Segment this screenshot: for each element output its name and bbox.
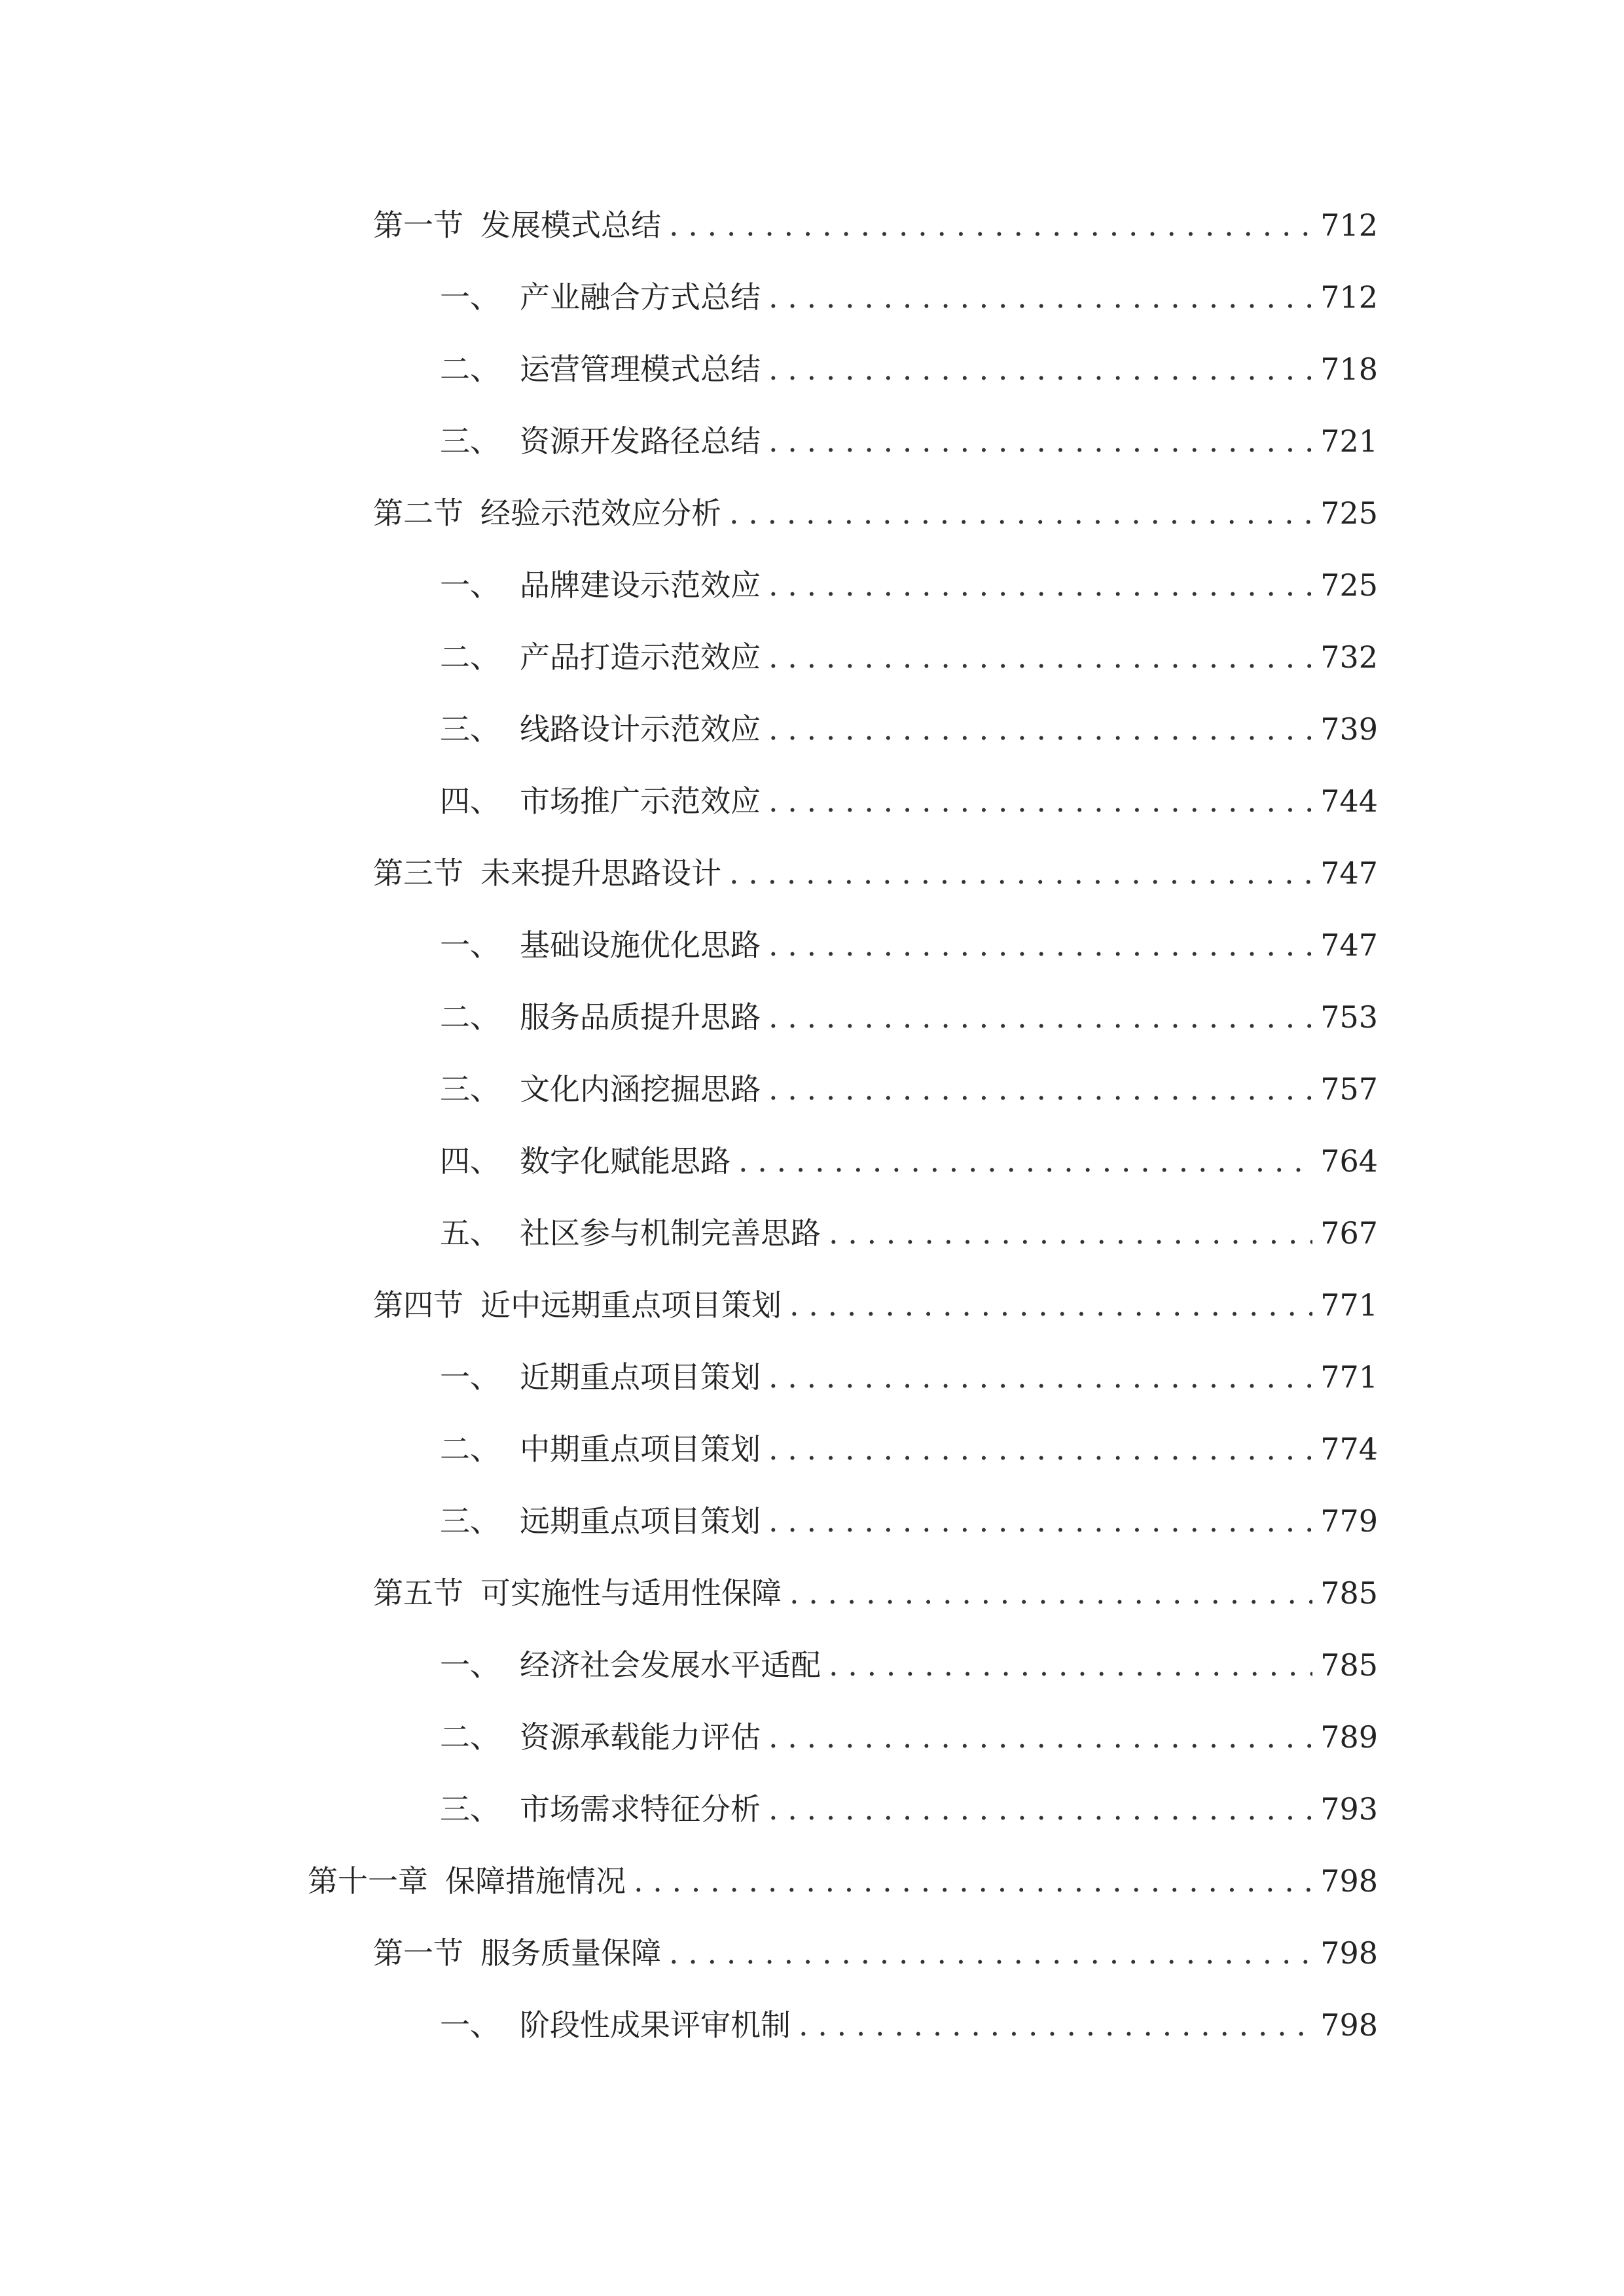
toc-entry-page-number: 721 <box>1320 423 1378 459</box>
toc-entry-page-number: 774 <box>1320 1431 1378 1467</box>
toc-entry-title: 经济社会发展水平适配 <box>520 1647 821 1683</box>
dot-leader <box>768 1711 1312 1763</box>
toc-entry-item <box>440 1783 1378 1835</box>
toc-entry-title: 发展模式总结 <box>480 207 661 243</box>
toc-entry-item <box>440 991 1378 1043</box>
toc-entry-item <box>440 1495 1378 1547</box>
toc-entry-title: 市场需求特征分析 <box>520 1791 761 1827</box>
toc-entry-title: 近中远期重点项目策划 <box>480 1287 782 1323</box>
toc-entry-page-number: 732 <box>1320 639 1378 675</box>
toc-entry-item <box>440 1063 1378 1115</box>
toc-entry-page-number: 767 <box>1320 1215 1378 1251</box>
dot-leader <box>729 487 1312 539</box>
toc-entry-prefix: 一、 <box>440 1359 500 1395</box>
dot-leader <box>768 559 1312 611</box>
toc-entry-item <box>440 703 1378 755</box>
toc-entry-title: 品牌建设示范效应 <box>520 567 761 603</box>
toc-entry-title: 数字化赋能思路 <box>520 1143 731 1179</box>
toc-entry-prefix: 第五节 <box>373 1575 463 1611</box>
toc-entry-title: 市场推广示范效应 <box>520 783 761 819</box>
toc-entry-prefix: 二、 <box>440 1431 500 1467</box>
toc-entry-page-number: 712 <box>1320 207 1378 243</box>
dot-leader <box>829 1639 1312 1691</box>
toc-entry-title: 资源开发路径总结 <box>520 423 761 459</box>
dot-leader <box>768 1423 1312 1475</box>
toc-entry-prefix: 一、 <box>440 2007 500 2043</box>
toc-entry-section <box>373 847 1378 899</box>
toc-entry-title: 服务质量保障 <box>480 1935 661 1971</box>
toc-entry-item <box>440 631 1378 683</box>
toc-entry-page-number: 757 <box>1320 1071 1378 1107</box>
dot-leader <box>789 1279 1312 1331</box>
toc-entry-prefix: 一、 <box>440 567 500 603</box>
toc-entry-prefix: 四、 <box>440 1143 500 1179</box>
toc-entry-prefix: 第四节 <box>373 1287 463 1323</box>
dot-leader <box>669 1927 1312 1979</box>
toc-entry-page-number: 725 <box>1320 567 1378 603</box>
toc-entry-page-number: 798 <box>1320 1863 1378 1899</box>
toc-entry-section <box>373 1567 1378 1619</box>
toc-entry-page-number: 785 <box>1320 1575 1378 1611</box>
toc-entry-prefix: 五、 <box>440 1215 500 1251</box>
toc-entry-page-number: 779 <box>1320 1503 1378 1539</box>
toc-entry-prefix: 第十一章 <box>308 1863 428 1899</box>
toc-entry-prefix: 二、 <box>440 351 500 387</box>
toc-entry-prefix: 二、 <box>440 999 500 1035</box>
dot-leader <box>768 271 1312 323</box>
toc-entry-prefix: 四、 <box>440 783 500 819</box>
toc-entry-page-number: 753 <box>1320 999 1378 1035</box>
toc-entry-title: 文化内涵挖掘思路 <box>520 1071 761 1107</box>
toc-entry-page-number: 798 <box>1320 2007 1378 2043</box>
toc-entry-title: 运营管理模式总结 <box>520 351 761 387</box>
toc-entry-prefix: 一、 <box>440 279 500 315</box>
toc-entry-item <box>440 415 1378 467</box>
toc-entry-page-number: 747 <box>1320 855 1378 891</box>
dot-leader <box>799 1999 1312 2051</box>
toc-entry-title: 可实施性与适用性保障 <box>480 1575 782 1611</box>
dot-leader <box>829 1207 1312 1259</box>
toc-entry-prefix: 第一节 <box>373 207 463 243</box>
toc-entry-title: 近期重点项目策划 <box>520 1359 761 1395</box>
toc-entry-item <box>440 1207 1378 1259</box>
toc-entry-section <box>373 1927 1378 1979</box>
dot-leader <box>729 847 1312 899</box>
toc-entry-prefix: 第三节 <box>373 855 463 891</box>
toc-entry-page-number: 793 <box>1320 1791 1378 1827</box>
toc-entry-item <box>440 775 1378 827</box>
toc-entry-chapter <box>308 1855 1378 1907</box>
toc-entry-item <box>440 343 1378 395</box>
toc-entry-prefix: 二、 <box>440 1719 500 1755</box>
toc-entry-title: 中期重点项目策划 <box>520 1431 761 1467</box>
dot-leader <box>768 919 1312 971</box>
dot-leader <box>768 1351 1312 1403</box>
toc-entry-prefix: 三、 <box>440 711 500 747</box>
dot-leader <box>768 415 1312 467</box>
toc-entry-page-number: 712 <box>1320 279 1378 315</box>
toc-entry-title: 基础设施优化思路 <box>520 927 761 963</box>
toc-entry-page-number: 789 <box>1320 1719 1378 1755</box>
toc-entry-prefix: 一、 <box>440 927 500 963</box>
toc-entry-title: 社区参与机制完善思路 <box>520 1215 821 1251</box>
dot-leader <box>768 1783 1312 1835</box>
toc-entry-item <box>440 271 1378 323</box>
toc-entry-title: 产品打造示范效应 <box>520 639 761 675</box>
toc-entry-prefix: 一、 <box>440 1647 500 1683</box>
toc-entry-page-number: 785 <box>1320 1647 1378 1683</box>
toc-entry-page-number: 771 <box>1320 1287 1378 1323</box>
toc-entry-item <box>440 1423 1378 1475</box>
dot-leader <box>634 1855 1312 1907</box>
dot-leader <box>789 1567 1312 1619</box>
dot-leader <box>768 631 1312 683</box>
toc-entry-title: 远期重点项目策划 <box>520 1503 761 1539</box>
dot-leader <box>768 343 1312 395</box>
toc-entry-item <box>440 1639 1378 1691</box>
toc-entry-prefix: 第二节 <box>373 495 463 531</box>
toc-entry-item <box>440 1351 1378 1403</box>
toc-entry-prefix: 二、 <box>440 639 500 675</box>
dot-leader <box>768 703 1312 755</box>
toc-entry-title: 经验示范效应分析 <box>480 495 721 531</box>
toc-entry-prefix: 三、 <box>440 1071 500 1107</box>
toc-entry-section <box>373 199 1378 251</box>
dot-leader <box>768 991 1312 1043</box>
toc-entry-prefix: 三、 <box>440 1503 500 1539</box>
toc-entry-title: 线路设计示范效应 <box>520 711 761 747</box>
toc-entry-prefix: 三、 <box>440 1791 500 1827</box>
toc-entry-item <box>440 919 1378 971</box>
dot-leader <box>669 199 1312 251</box>
toc-entry-section <box>373 1279 1378 1331</box>
toc-entry-prefix: 第一节 <box>373 1935 463 1971</box>
toc-entry-page-number: 744 <box>1320 783 1378 819</box>
toc-entry-title: 资源承载能力评估 <box>520 1719 761 1755</box>
toc-entry-title: 服务品质提升思路 <box>520 999 761 1035</box>
toc-entry-prefix: 三、 <box>440 423 500 459</box>
toc-entry-title: 阶段性成果评审机制 <box>520 2007 791 2043</box>
toc-entry-title: 保障措施情况 <box>445 1863 626 1899</box>
toc-entry-item <box>440 1135 1378 1187</box>
toc-entry-title: 产业融合方式总结 <box>520 279 761 315</box>
toc-entry-page-number: 747 <box>1320 927 1378 963</box>
toc-entry-item <box>440 1711 1378 1763</box>
toc-entry-page-number: 739 <box>1320 711 1378 747</box>
dot-leader <box>768 1495 1312 1547</box>
dot-leader <box>768 775 1312 827</box>
toc-entry-page-number: 725 <box>1320 495 1378 531</box>
toc-entry-page-number: 798 <box>1320 1935 1378 1971</box>
toc-entry-item <box>440 559 1378 611</box>
dot-leader <box>768 1063 1312 1115</box>
toc-entry-page-number: 718 <box>1320 351 1378 387</box>
toc-entry-page-number: 771 <box>1320 1359 1378 1395</box>
toc-entry-section <box>373 487 1378 539</box>
dot-leader <box>738 1135 1312 1187</box>
toc-entry-page-number: 764 <box>1320 1143 1378 1179</box>
toc-entry-item <box>440 1999 1378 2051</box>
toc-entry-title: 未来提升思路设计 <box>480 855 721 891</box>
